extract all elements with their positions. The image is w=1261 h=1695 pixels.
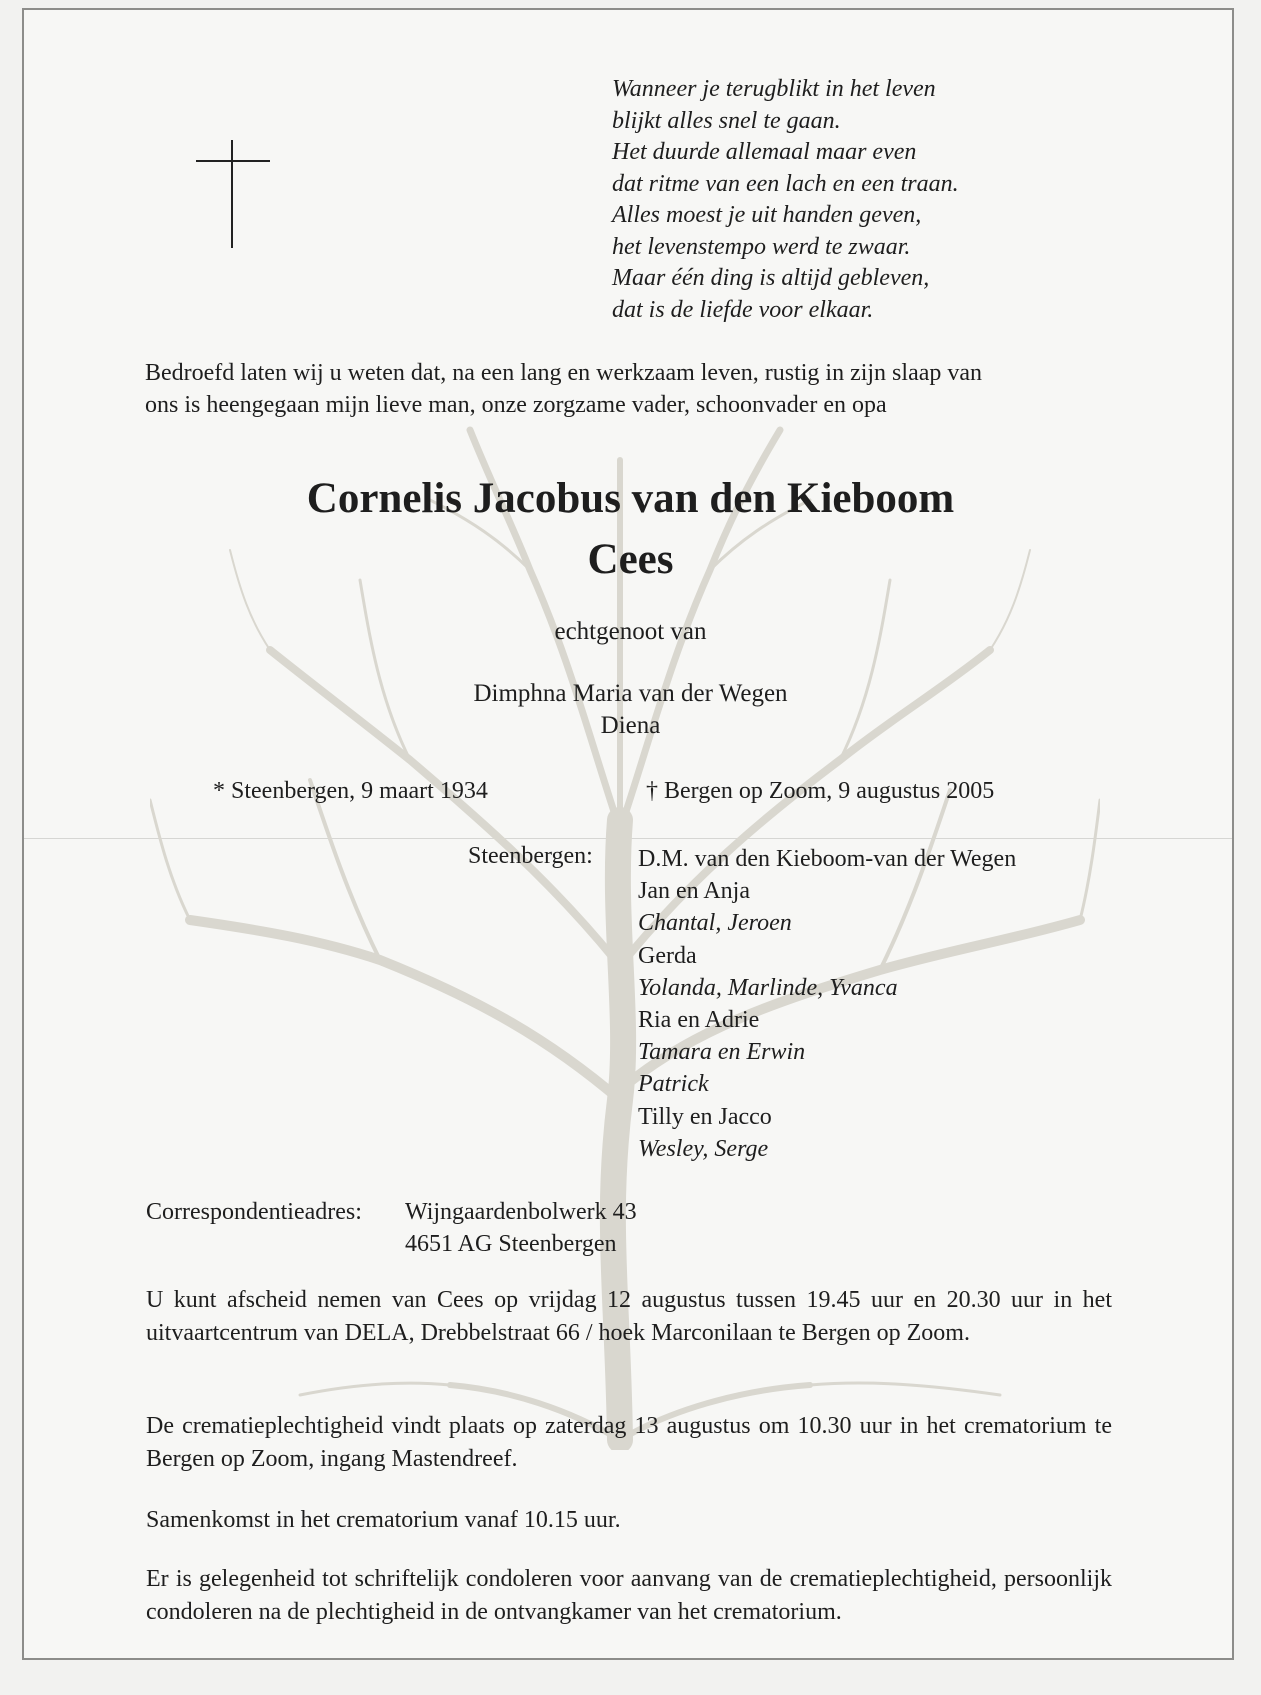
correspondence-label: Correspondentieadres:: [146, 1199, 362, 1225]
family-member: Ria en Adrie: [638, 1007, 760, 1034]
cremation-paragraph: De crematieplechtigheid vindt plaats op zaterdag 13 augustus om 10.30 uur in het crematorium te Bergen op Zoom, ingang Mastendreef.: [146, 1413, 1112, 1472]
poem-line: Alles moest je uit handen geven,: [612, 202, 922, 228]
address-street: Wijngaardenbolwerk 43: [405, 1199, 637, 1225]
intro-line: ons is heengegaan mijn lieve man, onze zorgzame vader, schoonvader en opa: [145, 392, 887, 418]
family-place: Steenbergen:: [468, 843, 593, 869]
poem-line: het levenstempo werd te zwaar.: [612, 233, 911, 260]
poem: [612, 74, 959, 326]
family-member: Gerda: [638, 942, 697, 969]
address-city: 4651 AG Steenbergen: [405, 1231, 617, 1257]
deceased-nickname: Cees: [587, 536, 674, 583]
gathering-paragraph: Samenkomst in het crematorium vanaf 10.15 uur.: [146, 1507, 621, 1533]
announcement-intro: [145, 357, 1113, 421]
poem-line: Het duurde allemaal maar even: [612, 139, 917, 165]
family-member: Yolanda, Marlinde, Yvanca: [638, 974, 898, 1001]
poem-line: dat is de liefde voor elkaar.: [612, 296, 874, 323]
poem-line: Maar één ding is altijd gebleven,: [612, 265, 930, 291]
spouse-nickname: Diena: [600, 712, 661, 739]
spouse-full-name: Dimphna Maria van der Wegen: [473, 680, 788, 707]
cross-icon: [196, 140, 270, 248]
spouse-intro: echtgenoot van: [554, 618, 707, 645]
birth-date: * Steenbergen, 9 maart 1934: [213, 778, 488, 804]
poem-line: blijkt alles snel te gaan.: [612, 107, 841, 134]
family-member: D.M. van den Kieboom-van der Wegen: [638, 846, 1017, 872]
family-member: Tilly en Jacco: [638, 1103, 772, 1130]
farewell-paragraph: U kunt afscheid nemen van Cees op vrijdag 12 augustus tussen 19.45 uur en 20.30 uur in het uitvaartcentrum van DELA, Drebbelstraat 66 / hoek Marconilaan te Bergen op Zoom.: [146, 1287, 1112, 1346]
family-member: Wesley, Serge: [638, 1135, 769, 1162]
address: [405, 1196, 637, 1260]
condolence-paragraph: Er is gelegenheid tot schriftelijk condoleren voor aanvang van de crematieplechtigheid, persoonlijk condoleren na de plechtigheid in de ontvangkamer van het crematorium.: [146, 1566, 1112, 1625]
poem-line: Wanneer je terugblikt in het leven: [612, 76, 936, 102]
intro-line: Bedroefd laten wij u weten dat, na een lang en werkzaam leven, rustig in zijn slaap van: [145, 360, 983, 386]
family-member: Patrick: [638, 1071, 709, 1098]
death-date: † Bergen op Zoom, 9 augustus 2005: [646, 778, 995, 804]
deceased-full-name: Cornelis Jacobus van den Kieboom: [306, 475, 955, 522]
family-member: Chantal, Jeroen: [638, 910, 792, 937]
family-members: [638, 843, 1016, 1165]
poem-line: dat ritme van een lach en een traan.: [612, 170, 959, 197]
family-member: Jan en Anja: [638, 878, 750, 905]
family-member: Tamara en Erwin: [638, 1039, 806, 1066]
